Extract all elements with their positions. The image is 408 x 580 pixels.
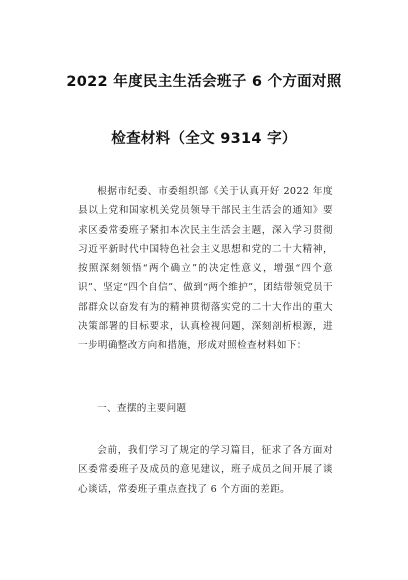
intro-paragraph: 根据市纪委、市委组织部《关于认真开好 2022 年度县以上党和国家机关党员领导干部民主生活会的通知》要求区委常委班子紧扣本次民主生活会主题，深入学习贯彻习近平新时代中国特色社会主义思想和党的二十大精神，按照深刻领悟“两个确立”的决定性意义，增强“四个意识”、坚定“四个自信”、做到“两个维护”，团结带领党员干部群众以奋发有为的精神贯彻落实党的二十大作出的重大决策部署的目标要求，认真检视问题，深刻剖析根源，进一步明确整改方向和措施，形成对照检查材料如下： bbox=[78, 186, 333, 352]
document-title-line1: 2022 年度民主生活会班子 6 个方面对照 bbox=[66, 74, 342, 90]
document-title-line2: 检查材料（全文 9314 字） bbox=[111, 131, 297, 147]
section-heading: 一、查摆的主要问题 bbox=[97, 403, 187, 414]
body-paragraph: 会前，我们学习了规定的学习篇目，征求了各方面对区委常委班子及成员的意见建议，班子成员之间开展了谈心谈话，常委班子重点查找了 6 个方面的差距。 bbox=[78, 445, 333, 495]
